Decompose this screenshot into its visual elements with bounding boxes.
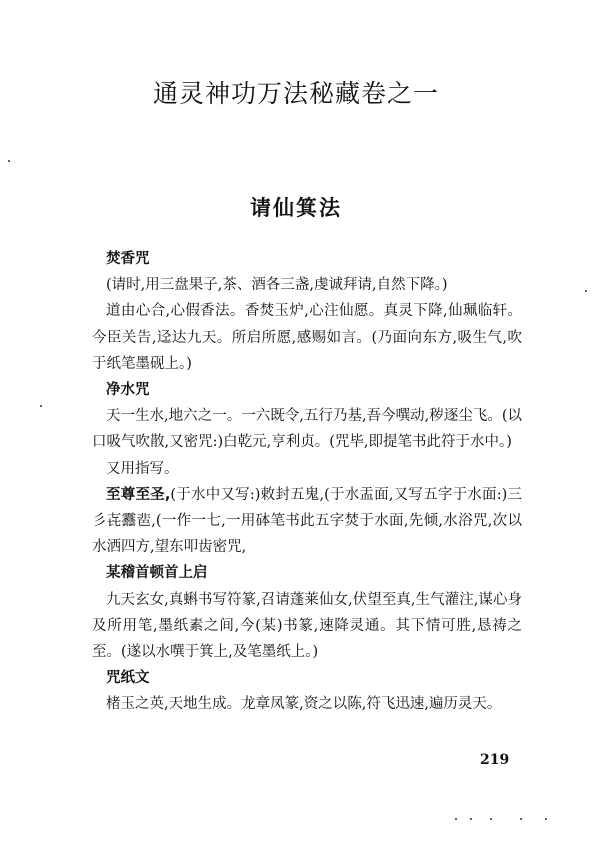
page-number: 219	[480, 752, 510, 768]
paragraph: 又用指写。	[106, 460, 179, 477]
scan-speck	[585, 290, 587, 292]
paragraph: 九天玄女,真蝌书写符篆,召请蓬莱仙女,伏望至真,生气灌注,谋心身及所用笔,墨纸素之间,今(某)书篆,速降灵通。其下情可胜,恳祷之至。(遂以水噀于箕上,及笔墨纸上。)	[92, 591, 522, 661]
heading-invocation: 某稽首顿首上启	[106, 565, 208, 582]
paragraph: 天一生水,地六之一。一六既令,五行乃基,吾今噀动,秽逐尘飞。(以口吸气吹散,又密咒:)白乾元,亨利贞。(咒毕,即提笔书此符于水中。)	[92, 408, 522, 451]
scan-speck	[545, 818, 547, 820]
paragraph: 楮玉之英,天地生成。龙章凤篆,资之以陈,符飞迅速,遍历灵天。	[106, 696, 502, 713]
scan-speck	[8, 160, 10, 162]
paragraph: (请时,用三盘果子,茶、酒各三盏,虔诚拜请,自然下降。)	[106, 277, 448, 294]
inline-heading: 至尊至圣,	[106, 486, 171, 503]
scan-speck	[490, 818, 492, 820]
paragraph-text: (于水中又写:)敕封五鬼,(于水盂面,又写五字于水面:)三彡㐂䨺𩇯,(一作一七,一用砵笔书此五字焚于水面,先倾,水浴咒,次以水洒四方,望东叩齿密咒,	[92, 486, 522, 556]
chapter-title: 通灵神功万法秘藏卷之一	[152, 79, 439, 108]
heading-water-spell: 净水咒	[106, 382, 150, 399]
scan-speck	[455, 818, 457, 820]
heading-incense-spell: 焚香咒	[106, 251, 150, 267]
scan-speck	[40, 405, 42, 407]
heading-paper-spell: 咒纸文	[106, 670, 150, 687]
body-text	[92, 246, 522, 718]
scan-speck	[470, 818, 472, 820]
scan-speck	[520, 818, 522, 820]
section-title: 请仙箕法	[250, 196, 342, 220]
paragraph: 道由心合,心假香法。香焚玉炉,心注仙愿。真灵下降,仙珮临轩。今臣关告,迳达九天。所启所愿,感赐如言。(乃面向东方,吸生气,吹于纸笔墨砚上。)	[92, 303, 522, 372]
paragraph-with-heading	[92, 482, 522, 561]
